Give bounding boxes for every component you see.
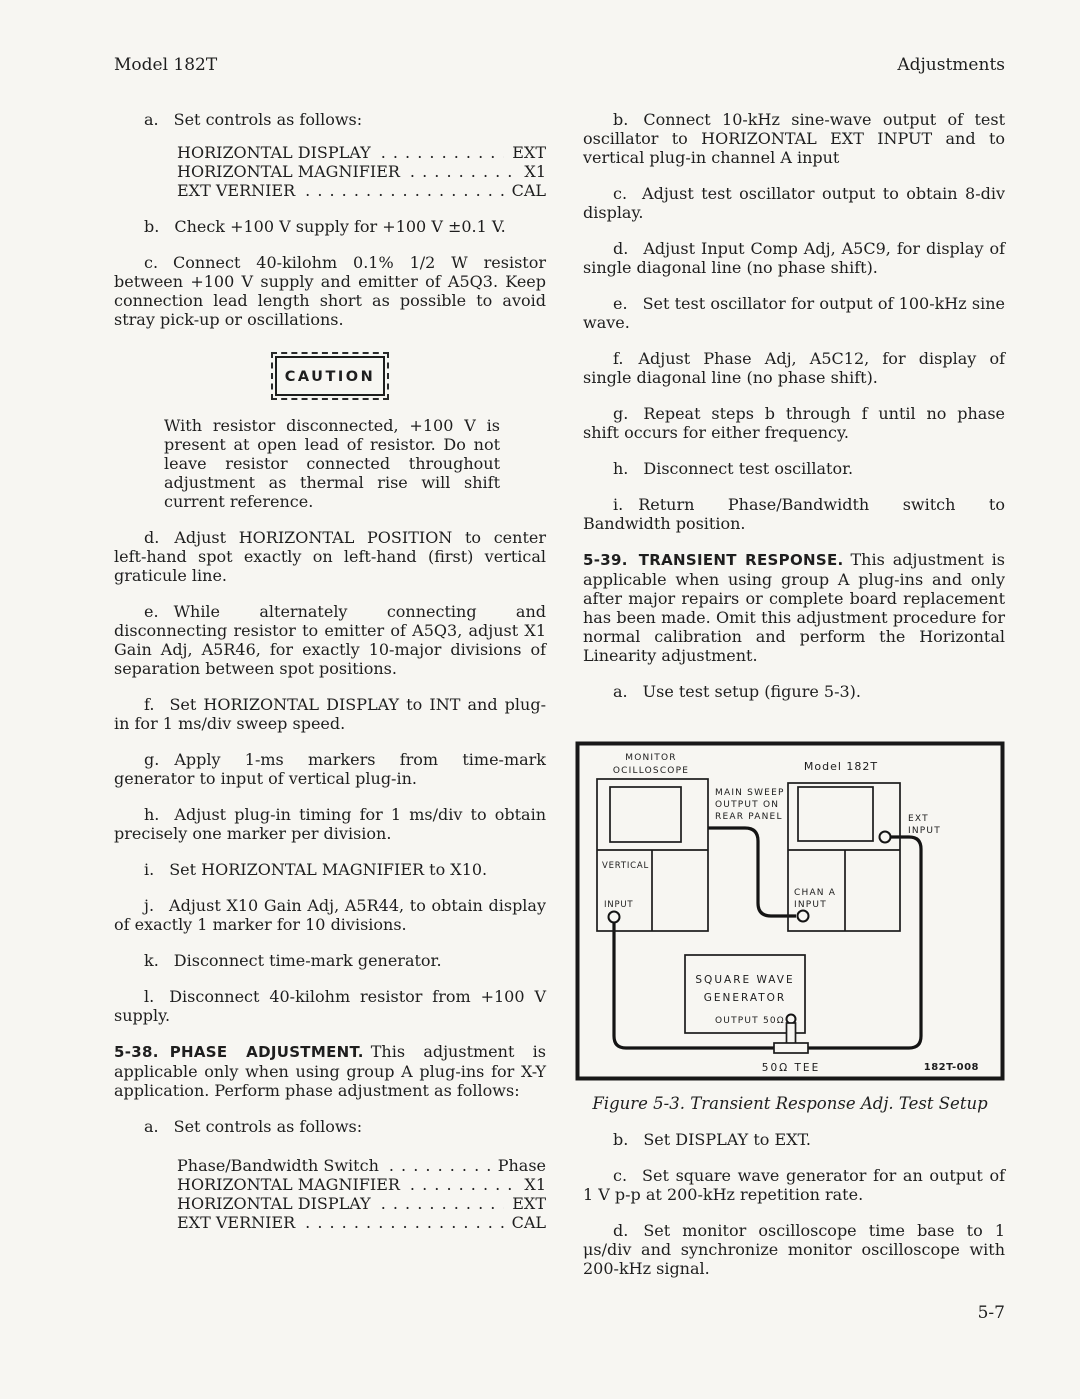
monitor-label-line1: MONITOR — [625, 753, 677, 763]
step-b-right: b. Connect 10-kHz sine-wave output of test oscillator to HORIZONTAL EXT INPUT and to vertical plug-in channel A input — [583, 110, 1005, 167]
step-g-right: g. Repeat steps b through f until no phase shift occurs for either frequency. — [583, 404, 1005, 442]
leader-dots — [389, 1156, 490, 1175]
step-a2: a. Set controls as follows: — [144, 1117, 363, 1136]
step-text: Set controls as follows: — [173, 110, 363, 129]
sqg-label-line2: GENERATOR — [703, 992, 787, 1004]
tee-bar — [774, 1043, 808, 1053]
tee-stem — [787, 1023, 796, 1045]
setting-row — [177, 143, 546, 162]
setting-row: Phase/Bandwidth Switch . . . Phase — [177, 1156, 546, 1175]
cable-main-sweep-to-chan-a — [708, 828, 796, 916]
step-i: i. Set HORIZONTAL MAGNIFIER to X10. — [144, 860, 488, 879]
step-l: l. Disconnect 40-kilohm resistor from +100 V supply. — [114, 987, 546, 1025]
monitor-input-label: INPUT — [604, 900, 634, 910]
section-title: TRANSIENT RESPONSE. — [638, 551, 844, 569]
right-column — [583, 100, 1005, 1323]
step-f: f. Set HORIZONTAL DISPLAY to INT and plug-in for 1 ms/div sweep speed. — [114, 695, 546, 733]
step-b: b. Check +100 V supply for +100 V ±0.1 V. — [144, 217, 506, 236]
step-d2-right: d. Set monitor oscilloscope time base to 1 μs/div and synchronize monitor oscilloscope with 200-kHz signal. — [583, 1221, 1005, 1278]
sqg-label-line1: SQUARE WAVE — [695, 974, 795, 986]
step-g: g. Apply 1-ms markers from time-mark generator to input of vertical plug-in. — [114, 750, 546, 788]
setting-row: HORIZONTAL DISPLAY . . . EXT — [177, 1194, 546, 1213]
section-text: This adjustment is applicable only when using group A plug-ins for X-Y application. Perform phase adjustment as follows: — [114, 1042, 546, 1100]
chan-a-connector-circle — [798, 911, 809, 922]
step-e: e. While alternately connecting and disconnecting resistor to emitter of A5Q3, adjust X1 Gain Adj, A5R46, for exactly 10-major divisions of separation between spot positions. — [114, 602, 546, 678]
step-f-right: f. Adjust Phase Adj, A5C12, for display of single diagonal line (no phase shift). — [583, 349, 1005, 387]
figure-caption: Figure 5-3. Transient Response Adj. Test Setup — [592, 1094, 988, 1113]
caution-title: CAUTION — [284, 369, 376, 385]
header-model: Model 182T — [114, 55, 218, 75]
step-a1 — [114, 110, 546, 129]
section-heading-5-38 — [114, 1042, 546, 1100]
setting-name: EXT VERNIER — [177, 181, 296, 200]
section-number: 5-39. — [583, 551, 628, 569]
step-a-right: a. Use test setup (figure 5-3). — [613, 682, 861, 701]
step-c2-right: c. Set square wave generator for an output of 1 V p-p at 200-kHz repetition rate. — [583, 1166, 1005, 1204]
ext-input-label-line1: EXT — [908, 814, 929, 824]
leader-dots — [410, 1175, 517, 1194]
step-e-right: e. Set test oscillator for output of 100-kHz sine wave. — [583, 294, 1005, 332]
main-sweep-label-line2: OUTPUT ON — [715, 800, 780, 810]
figure-5-3 — [575, 741, 1005, 1113]
step-d-right: d. Adjust Input Comp Adj, A5C9, for display of single diagonal line (no phase shift). — [583, 239, 1005, 277]
step-h: h. Adjust plug-in timing for 1 ms/div to obtain precisely one marker per division. — [114, 805, 546, 843]
main-sweep-label-line3: REAR PANEL — [715, 812, 783, 822]
setting-value: CAL — [511, 181, 546, 200]
output-50ohm-label: OUTPUT 50Ω — [715, 1016, 785, 1026]
section-heading-5-39 — [583, 550, 1005, 665]
section-title: PHASE ADJUSTMENT. — [169, 1043, 364, 1061]
monitor-label-line2: OCILLOSCOPE — [612, 766, 690, 776]
setting-row — [177, 181, 546, 200]
setting-name: HORIZONTAL DISPLAY — [177, 143, 371, 162]
leader-dots — [305, 1213, 503, 1232]
step-label: a. — [144, 110, 159, 129]
leader-dots — [305, 181, 503, 200]
figure-id: 182T-008 — [923, 1062, 979, 1073]
tee-label: 50Ω TEE — [761, 1062, 821, 1074]
header-section: Adjustments — [897, 55, 1005, 75]
ext-input-connector-circle — [880, 832, 891, 843]
chan-a-label-line2: INPUT — [794, 900, 827, 910]
settings-list-1 — [177, 143, 546, 200]
vertical-label: VERTICAL — [602, 861, 650, 871]
ext-input-label-line2: INPUT — [908, 826, 941, 836]
settings-list-2 — [177, 1156, 546, 1232]
step-i-right: i. Return Phase/Bandwidth switch to Bandwidth position. — [583, 495, 1005, 533]
setting-row — [177, 162, 546, 181]
leader-dots — [381, 143, 505, 162]
setting-value: EXT — [512, 143, 546, 162]
setting-row: HORIZONTAL MAGNIFIER . . . X1 — [177, 1175, 546, 1194]
setting-name: HORIZONTAL MAGNIFIER — [177, 162, 400, 181]
main-sweep-label-line1: MAIN SWEEP — [715, 788, 785, 798]
model-182t-label: Model 182T — [803, 760, 879, 773]
setting-value: X1 — [524, 162, 546, 181]
leader-dots — [410, 162, 517, 181]
step-h-right: h. Disconnect test oscillator. — [613, 459, 854, 478]
step-c: c. Connect 40-kilohm 0.1% 1/2 W resistor between +100 V supply and emitter of A5Q3. Keep connection lead length short as possible to avoid stray pick-up or oscillations. — [114, 253, 546, 329]
model-crt-screen — [798, 787, 873, 841]
step-d: d. Adjust HORIZONTAL POSITION to center left-hand spot exactly on left-hand (first) vertical graticule line. — [114, 528, 546, 585]
step-c-right: c. Adjust test oscillator output to obtain 8-div display. — [583, 184, 1005, 222]
step-k: k. Disconnect time-mark generator. — [144, 951, 442, 970]
leader-dots — [381, 1194, 505, 1213]
setting-row: EXT VERNIER . . . CAL — [177, 1213, 546, 1232]
page-number: 5-7 — [977, 1303, 1005, 1323]
monitor-crt-screen — [610, 787, 681, 842]
step-b2-right: b. Set DISPLAY to EXT. — [613, 1130, 811, 1149]
caution-text: With resistor disconnected, +100 V is present at open lead of resistor. Do not leave resistor connected throughout adjustment as thermal rise will shift current reference. — [164, 416, 500, 511]
left-column — [114, 100, 546, 1232]
section-number: 5-38. — [114, 1043, 159, 1061]
section-text: This adjustment is applicable when using group A plug-ins and only after major repairs or complete board replacement has been made. Omit this adjustment procedure for normal calibration and perform the Horizontal Linearity adjustment. — [583, 550, 1005, 665]
caution-box — [275, 356, 385, 396]
step-j: j. Adjust X10 Gain Adj, A5R44, to obtain display of exactly 1 marker for 10 divisions. — [114, 896, 546, 934]
test-setup-diagram — [575, 741, 1005, 1081]
monitor-input-connector-circle — [609, 912, 620, 923]
chan-a-label-line1: CHAN A — [794, 888, 837, 898]
